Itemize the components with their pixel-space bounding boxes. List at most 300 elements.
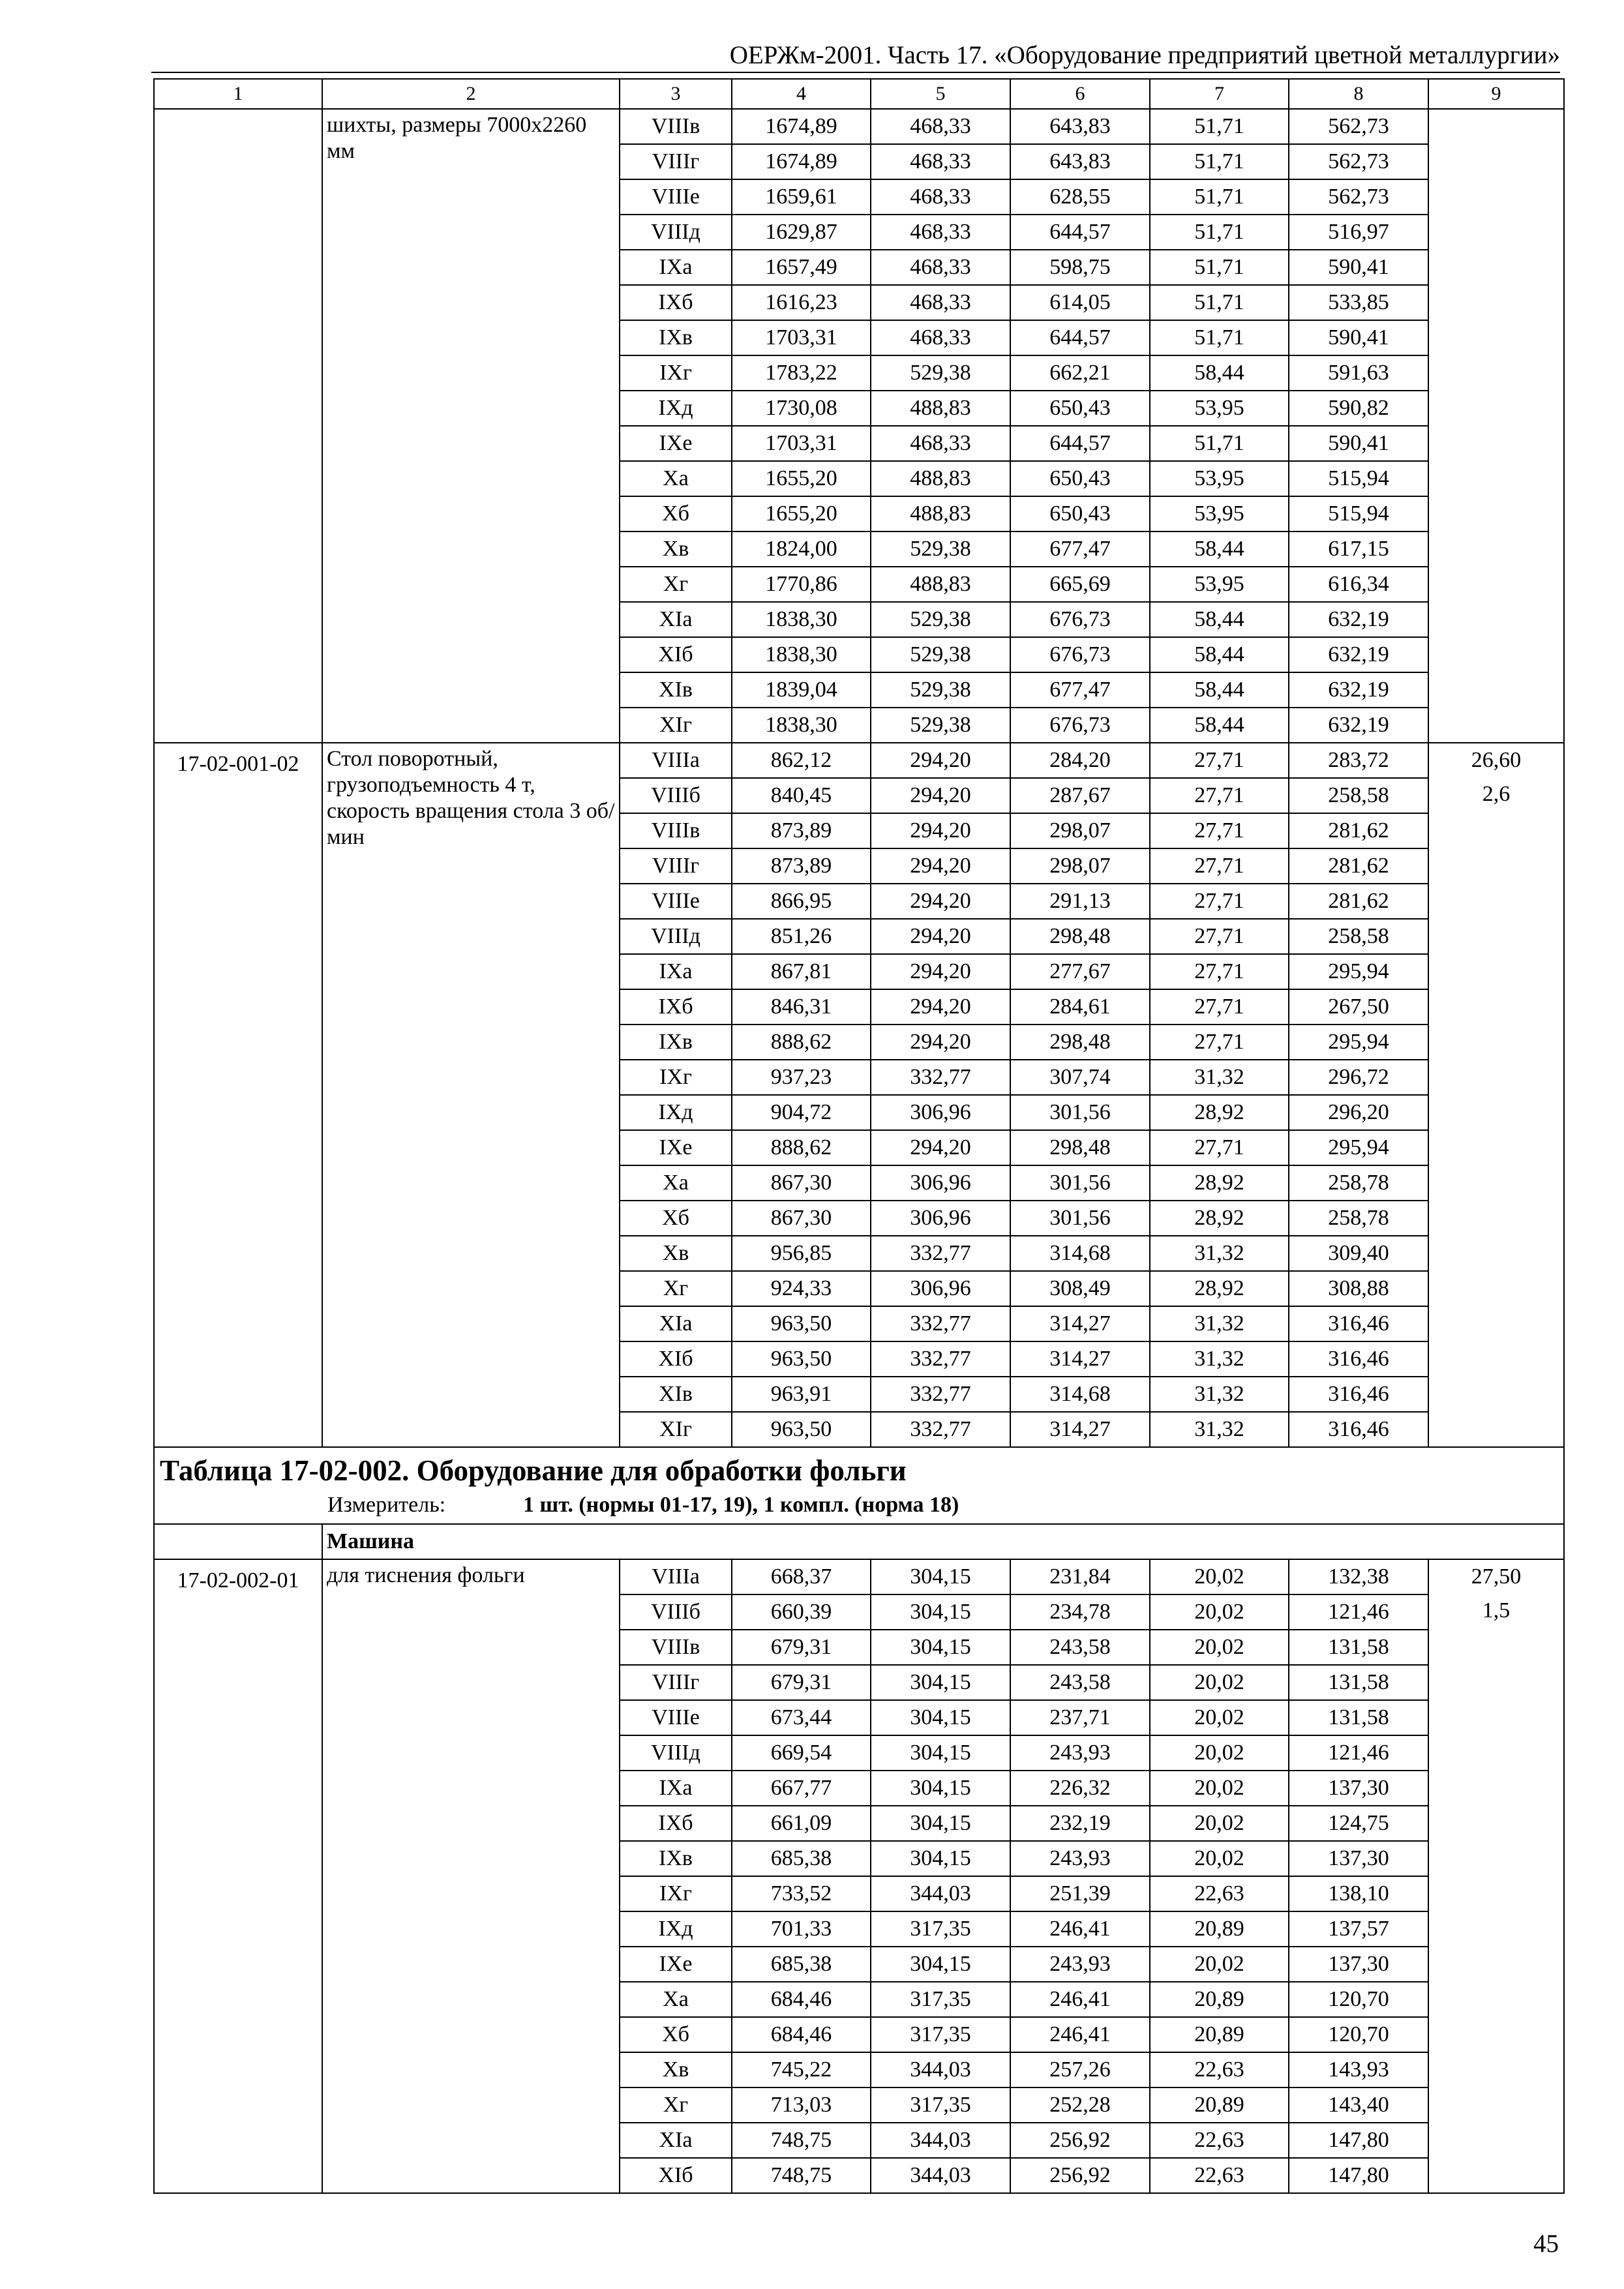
- table-cell: IXб: [620, 989, 732, 1025]
- table-cell: 468,33: [871, 250, 1010, 285]
- table-cell: 295,94: [1289, 1025, 1428, 1060]
- table-cell: 20,89: [1150, 1911, 1289, 1947]
- table-cell: 31,32: [1150, 1412, 1289, 1447]
- table-cell: 1659,61: [732, 179, 871, 215]
- table-cell: 1616,23: [732, 285, 871, 320]
- table-cell: 676,73: [1010, 637, 1150, 672]
- table-cell: 27,71: [1150, 743, 1289, 778]
- table-cell: VIIIб: [620, 778, 732, 813]
- table-cell: 243,93: [1010, 1947, 1150, 1982]
- table-cell: 840,45: [732, 778, 871, 813]
- table-cell: 281,62: [1289, 813, 1428, 848]
- header-divider: [151, 72, 1560, 73]
- table-cell: 27,71: [1150, 813, 1289, 848]
- table-cell: XIа: [620, 602, 732, 637]
- table-cell: 643,83: [1010, 109, 1150, 144]
- table-cell: VIIIг: [620, 848, 732, 884]
- table-cell: 562,73: [1289, 109, 1428, 144]
- table-cell: 298,48: [1010, 1025, 1150, 1060]
- table-cell: 51,71: [1150, 285, 1289, 320]
- table-cell: 562,73: [1289, 179, 1428, 215]
- table-cell: 867,81: [732, 954, 871, 989]
- norms-table: [153, 78, 1565, 2194]
- table-cell: IXб: [620, 285, 732, 320]
- table-cell: 20,02: [1150, 1665, 1289, 1700]
- table-cell: 28,92: [1150, 1271, 1289, 1306]
- table-cell: 246,41: [1010, 1982, 1150, 2017]
- table-cell: 287,67: [1010, 778, 1150, 813]
- table-cell: 237,71: [1010, 1700, 1150, 1735]
- table-cell: 632,19: [1289, 672, 1428, 708]
- table-cell: 58,44: [1150, 637, 1289, 672]
- column-number: 5: [871, 79, 1010, 109]
- column-number: 4: [732, 79, 871, 109]
- table-cell: 137,30: [1289, 1771, 1428, 1806]
- table-cell: 314,27: [1010, 1341, 1150, 1377]
- table-cell: 309,40: [1289, 1236, 1428, 1271]
- table-cell: 317,35: [871, 2017, 1010, 2052]
- table-cell: 590,41: [1289, 320, 1428, 355]
- table-cell: 1657,49: [732, 250, 871, 285]
- extra-value: 2,6: [1482, 782, 1511, 806]
- table-cell: 243,93: [1010, 1841, 1150, 1876]
- table-cell: 679,31: [732, 1665, 871, 1700]
- table-cell: 924,33: [732, 1271, 871, 1306]
- table-cell: Xб: [620, 2017, 732, 2052]
- table-cell: 529,38: [871, 602, 1010, 637]
- table-cell: 27,71: [1150, 919, 1289, 954]
- table-cell: 258,58: [1289, 919, 1428, 954]
- table-cell: 937,23: [732, 1060, 871, 1095]
- table-cell: 1674,89: [732, 144, 871, 179]
- table-cell: 28,92: [1150, 1095, 1289, 1130]
- table-cell: 344,03: [871, 2123, 1010, 2158]
- column-number: 6: [1010, 79, 1150, 109]
- table-cell: 468,33: [871, 109, 1010, 144]
- table-cell: 296,20: [1289, 1095, 1428, 1130]
- table-cell: 748,75: [732, 2123, 871, 2158]
- table-cell: 131,58: [1289, 1630, 1428, 1665]
- table-cell: 533,85: [1289, 285, 1428, 320]
- table-cell: 304,15: [871, 1947, 1010, 1982]
- table-cell: 304,15: [871, 1700, 1010, 1735]
- table-cell: 246,41: [1010, 2017, 1150, 2052]
- norm-extra-values: [1428, 743, 1564, 1447]
- group-label: Машина: [322, 1524, 1564, 1559]
- table-cell: Xа: [620, 461, 732, 496]
- table-cell: 298,07: [1010, 848, 1150, 884]
- table-cell: 295,94: [1289, 954, 1428, 989]
- table-cell: 468,33: [871, 285, 1010, 320]
- table-cell: 31,32: [1150, 1060, 1289, 1095]
- table-cell: 304,15: [871, 1771, 1010, 1806]
- table-cell: 665,69: [1010, 567, 1150, 602]
- measure-label: Измеритель:: [327, 1493, 446, 1517]
- table-cell: 27,71: [1150, 848, 1289, 884]
- table-cell: Xб: [620, 1201, 732, 1236]
- table-cell: 27,71: [1150, 884, 1289, 919]
- table-cell: 488,83: [871, 461, 1010, 496]
- table-cell: 314,68: [1010, 1236, 1150, 1271]
- table-cell: 515,94: [1289, 496, 1428, 531]
- table-cell: IXе: [620, 1947, 732, 1982]
- extra-value: 1,5: [1482, 1598, 1511, 1623]
- table-cell: 58,44: [1150, 708, 1289, 743]
- table-cell: 294,20: [871, 1130, 1010, 1165]
- table-cell: 306,96: [871, 1201, 1010, 1236]
- table-cell: IXг: [620, 355, 732, 391]
- table-cell: 20,02: [1150, 1559, 1289, 1594]
- table-cell: 332,77: [871, 1412, 1010, 1447]
- table-cell: 58,44: [1150, 355, 1289, 391]
- table-cell: 317,35: [871, 1982, 1010, 2017]
- table-cell: VIIIе: [620, 179, 732, 215]
- table-cell: 676,73: [1010, 708, 1150, 743]
- table-cell: 31,32: [1150, 1306, 1289, 1341]
- table-cell: 301,56: [1010, 1165, 1150, 1201]
- table-cell: 301,56: [1010, 1095, 1150, 1130]
- table-cell: VIIIа: [620, 743, 732, 778]
- table-cell: 131,58: [1289, 1700, 1428, 1735]
- table-cell: 616,34: [1289, 567, 1428, 602]
- table-cell: 644,57: [1010, 426, 1150, 461]
- table-cell: XIг: [620, 1412, 732, 1447]
- table-cell: 676,73: [1010, 602, 1150, 637]
- table-cell: 306,96: [871, 1095, 1010, 1130]
- measure-line: [160, 1491, 1558, 1519]
- table-cell: 121,46: [1289, 1594, 1428, 1630]
- norm-extra-values: [1428, 109, 1564, 743]
- table-cell: 58,44: [1150, 672, 1289, 708]
- table-row: [154, 109, 1564, 144]
- table-cell: 1838,30: [732, 637, 871, 672]
- table-cell: 713,03: [732, 2087, 871, 2123]
- table-cell: 132,38: [1289, 1559, 1428, 1594]
- table-cell: VIIIд: [620, 1735, 732, 1771]
- table-cell: 867,30: [732, 1165, 871, 1201]
- table-cell: 673,44: [732, 1700, 871, 1735]
- table-cell: IXд: [620, 391, 732, 426]
- table-cell: 662,21: [1010, 355, 1150, 391]
- table-cell: 529,38: [871, 708, 1010, 743]
- table-cell: 294,20: [871, 884, 1010, 919]
- table-cell: 226,32: [1010, 1771, 1150, 1806]
- table-cell: 20,02: [1150, 1806, 1289, 1841]
- table-cell: 873,89: [732, 848, 871, 884]
- table-cell: 283,72: [1289, 743, 1428, 778]
- table-cell: 661,09: [732, 1806, 871, 1841]
- table-cell: 304,15: [871, 1594, 1010, 1630]
- table-cell: IXа: [620, 250, 732, 285]
- table-cell: VIIIв: [620, 109, 732, 144]
- column-number: 3: [620, 79, 732, 109]
- table-cell: 1770,86: [732, 567, 871, 602]
- table-cell: 20,89: [1150, 2087, 1289, 2123]
- table-cell: 316,46: [1289, 1306, 1428, 1341]
- table-cell: 252,28: [1010, 2087, 1150, 2123]
- norm-extra-values: [1428, 1559, 1564, 2193]
- table-cell: 332,77: [871, 1377, 1010, 1412]
- table-cell: IXе: [620, 1130, 732, 1165]
- table-cell: 632,19: [1289, 708, 1428, 743]
- table-cell: 298,48: [1010, 1130, 1150, 1165]
- table-cell: 20,89: [1150, 2017, 1289, 2052]
- table-cell: 51,71: [1150, 179, 1289, 215]
- table-cell: 137,30: [1289, 1841, 1428, 1876]
- table-cell: 294,20: [871, 954, 1010, 989]
- table-cell: IXв: [620, 320, 732, 355]
- table-cell: 851,26: [732, 919, 871, 954]
- table-cell: 20,02: [1150, 1594, 1289, 1630]
- table-cell: 516,97: [1289, 215, 1428, 250]
- table-cell: 1655,20: [732, 496, 871, 531]
- table-cell: 243,58: [1010, 1630, 1150, 1665]
- table-cell: XIб: [620, 637, 732, 672]
- table-cell: 316,46: [1289, 1377, 1428, 1412]
- table-cell: 121,46: [1289, 1735, 1428, 1771]
- table-cell: 291,13: [1010, 884, 1150, 919]
- table-cell: 246,41: [1010, 1911, 1150, 1947]
- section-header: [154, 1447, 1564, 1524]
- table-cell: 1839,04: [732, 672, 871, 708]
- section-header-row: [154, 1447, 1564, 1524]
- table-cell: 294,20: [871, 778, 1010, 813]
- table-cell: 27,71: [1150, 1025, 1289, 1060]
- table-cell: Xв: [620, 2052, 732, 2087]
- norm-description: шихты, размеры 7000х2260 мм: [322, 109, 620, 743]
- table-cell: 53,95: [1150, 461, 1289, 496]
- table-cell: 468,33: [871, 179, 1010, 215]
- table-cell: IXд: [620, 1095, 732, 1130]
- table-cell: 27,71: [1150, 954, 1289, 989]
- table-cell: 317,35: [871, 1911, 1010, 1947]
- table-cell: 20,02: [1150, 1771, 1289, 1806]
- table-cell: 591,63: [1289, 355, 1428, 391]
- table-cell: 137,30: [1289, 1947, 1428, 1982]
- table-body: [154, 79, 1564, 2193]
- table-cell: 748,75: [732, 2158, 871, 2193]
- table-cell: IXе: [620, 426, 732, 461]
- group-row: [154, 1524, 1564, 1559]
- table-cell: 677,47: [1010, 672, 1150, 708]
- table-cell: VIIIд: [620, 215, 732, 250]
- table-cell: 20,02: [1150, 1700, 1289, 1735]
- table-cell: 256,92: [1010, 2123, 1150, 2158]
- table-cell: 131,58: [1289, 1665, 1428, 1700]
- table-cell: Xа: [620, 1165, 732, 1201]
- table-cell: VIIIг: [620, 1665, 732, 1700]
- extra-value: 27,50: [1471, 1564, 1522, 1589]
- table-cell: IXб: [620, 1806, 732, 1841]
- table-cell: 1655,20: [732, 461, 871, 496]
- table-cell: 1730,08: [732, 391, 871, 426]
- column-number: 1: [154, 79, 322, 109]
- table-cell: 53,95: [1150, 496, 1289, 531]
- table-cell: IXв: [620, 1025, 732, 1060]
- table-cell: 31,32: [1150, 1236, 1289, 1271]
- table-cell: XIб: [620, 1341, 732, 1377]
- table-cell: 294,20: [871, 1025, 1010, 1060]
- table-cell: 317,35: [871, 2087, 1010, 2123]
- table-cell: 529,38: [871, 672, 1010, 708]
- table-cell: 667,77: [732, 1771, 871, 1806]
- table-cell: 332,77: [871, 1341, 1010, 1377]
- table-cell: 614,05: [1010, 285, 1150, 320]
- table-cell: 643,83: [1010, 144, 1150, 179]
- table-cell: 31,32: [1150, 1341, 1289, 1377]
- table-cell: 733,52: [732, 1876, 871, 1911]
- table-cell: 304,15: [871, 1841, 1010, 1876]
- table-cell: VIIIе: [620, 884, 732, 919]
- table-cell: 963,91: [732, 1377, 871, 1412]
- table-cell: 22,63: [1150, 1876, 1289, 1911]
- table-cell: 277,67: [1010, 954, 1150, 989]
- group-empty-cell: [154, 1524, 322, 1559]
- table-cell: 295,94: [1289, 1130, 1428, 1165]
- table-cell: 306,96: [871, 1271, 1010, 1306]
- table-cell: 20,02: [1150, 1947, 1289, 1982]
- table-cell: 294,20: [871, 743, 1010, 778]
- table-cell: 1703,31: [732, 320, 871, 355]
- table-cell: 27,71: [1150, 1130, 1289, 1165]
- table-cell: XIб: [620, 2158, 732, 2193]
- table-cell: 344,03: [871, 2052, 1010, 2087]
- column-number-row: [154, 79, 1564, 109]
- table-cell: 22,63: [1150, 2052, 1289, 2087]
- table-cell: VIIIв: [620, 1630, 732, 1665]
- table-cell: 304,15: [871, 1735, 1010, 1771]
- table-cell: 51,71: [1150, 320, 1289, 355]
- table-cell: 316,46: [1289, 1341, 1428, 1377]
- table-cell: Xб: [620, 496, 732, 531]
- table-cell: 590,82: [1289, 391, 1428, 426]
- table-cell: XIв: [620, 672, 732, 708]
- table-cell: 316,46: [1289, 1412, 1428, 1447]
- table-cell: 332,77: [871, 1060, 1010, 1095]
- table-cell: 590,41: [1289, 426, 1428, 461]
- table-cell: 51,71: [1150, 215, 1289, 250]
- table-cell: 298,07: [1010, 813, 1150, 848]
- table-cell: 515,94: [1289, 461, 1428, 496]
- table-cell: 644,57: [1010, 215, 1150, 250]
- table-cell: 867,30: [732, 1201, 871, 1236]
- table-cell: 143,40: [1289, 2087, 1428, 2123]
- table-cell: 529,38: [871, 637, 1010, 672]
- table-cell: 873,89: [732, 813, 871, 848]
- table-cell: 344,03: [871, 2158, 1010, 2193]
- table-cell: 20,02: [1150, 1841, 1289, 1876]
- table-cell: 22,63: [1150, 2123, 1289, 2158]
- table-cell: 562,73: [1289, 144, 1428, 179]
- table-cell: 120,70: [1289, 2017, 1428, 2052]
- table-cell: 58,44: [1150, 602, 1289, 637]
- table-cell: 308,49: [1010, 1271, 1150, 1306]
- table-cell: 468,33: [871, 215, 1010, 250]
- table-cell: 685,38: [732, 1841, 871, 1876]
- table-cell: 281,62: [1289, 848, 1428, 884]
- table-row: [154, 1559, 1564, 1594]
- table-cell: 1783,22: [732, 355, 871, 391]
- table-cell: 468,33: [871, 426, 1010, 461]
- table-cell: IXа: [620, 1771, 732, 1806]
- table-cell: VIIIг: [620, 144, 732, 179]
- table-cell: XIа: [620, 1306, 732, 1341]
- table-cell: 294,20: [871, 919, 1010, 954]
- table-cell: 51,71: [1150, 109, 1289, 144]
- table-cell: 1629,87: [732, 215, 871, 250]
- table-cell: 314,27: [1010, 1306, 1150, 1341]
- table-cell: 304,15: [871, 1630, 1010, 1665]
- table-cell: 22,63: [1150, 2158, 1289, 2193]
- table-cell: 257,26: [1010, 2052, 1150, 2087]
- table-cell: 251,39: [1010, 1876, 1150, 1911]
- table-cell: 294,20: [871, 813, 1010, 848]
- table-cell: 284,61: [1010, 989, 1150, 1025]
- table-cell: 644,57: [1010, 320, 1150, 355]
- table-cell: 669,54: [732, 1735, 871, 1771]
- table-cell: 685,38: [732, 1947, 871, 1982]
- table-cell: 296,72: [1289, 1060, 1428, 1095]
- table-cell: 51,71: [1150, 250, 1289, 285]
- table-cell: 314,68: [1010, 1377, 1150, 1412]
- table-cell: 963,50: [732, 1341, 871, 1377]
- table-cell: 256,92: [1010, 2158, 1150, 2193]
- table-cell: IXв: [620, 1841, 732, 1876]
- table-cell: 332,77: [871, 1306, 1010, 1341]
- table-row: [154, 743, 1564, 778]
- table-cell: IXа: [620, 954, 732, 989]
- measure-value: 1 шт. (нормы 01-17, 19), 1 компл. (норма 18): [523, 1493, 959, 1517]
- table-cell: 468,33: [871, 144, 1010, 179]
- table-cell: 243,58: [1010, 1665, 1150, 1700]
- table-cell: 243,93: [1010, 1735, 1150, 1771]
- table-cell: 632,19: [1289, 602, 1428, 637]
- norm-description: Стол поворотный, грузоподъемность 4 т, скорость вращения стола 3 об/мин: [322, 743, 620, 1447]
- table-cell: 617,15: [1289, 531, 1428, 567]
- table-cell: 304,15: [871, 1665, 1010, 1700]
- table-cell: 51,71: [1150, 144, 1289, 179]
- norm-code: 17-02-001-02: [154, 743, 322, 1447]
- table-cell: 124,75: [1289, 1806, 1428, 1841]
- table-cell: 143,93: [1289, 2052, 1428, 2087]
- table-cell: 138,10: [1289, 1876, 1428, 1911]
- column-number: 9: [1428, 79, 1564, 109]
- norm-code: [154, 109, 322, 743]
- table-cell: 529,38: [871, 531, 1010, 567]
- table-cell: 53,95: [1150, 567, 1289, 602]
- table-cell: 20,02: [1150, 1630, 1289, 1665]
- table-cell: 468,33: [871, 320, 1010, 355]
- page-header: ОЕРЖм-2001. Часть 17. «Оборудование предприятий цветной металлургии»: [729, 41, 1560, 69]
- table-cell: 258,78: [1289, 1165, 1428, 1201]
- table-title: Таблица 17-02-002. Оборудование для обработки фольги: [160, 1454, 907, 1487]
- table-cell: VIIIб: [620, 1594, 732, 1630]
- table-cell: 27,71: [1150, 989, 1289, 1025]
- table-cell: 1674,89: [732, 109, 871, 144]
- table-cell: 281,62: [1289, 884, 1428, 919]
- table-cell: IXг: [620, 1876, 732, 1911]
- table-cell: 650,43: [1010, 496, 1150, 531]
- table-cell: 20,02: [1150, 1735, 1289, 1771]
- table-cell: 529,38: [871, 355, 1010, 391]
- table-cell: 1838,30: [732, 602, 871, 637]
- table-cell: 488,83: [871, 391, 1010, 426]
- table-cell: 51,71: [1150, 426, 1289, 461]
- table-cell: 1703,31: [732, 426, 871, 461]
- table-cell: 650,43: [1010, 391, 1150, 426]
- table-cell: 1824,00: [732, 531, 871, 567]
- table-cell: Xг: [620, 1271, 732, 1306]
